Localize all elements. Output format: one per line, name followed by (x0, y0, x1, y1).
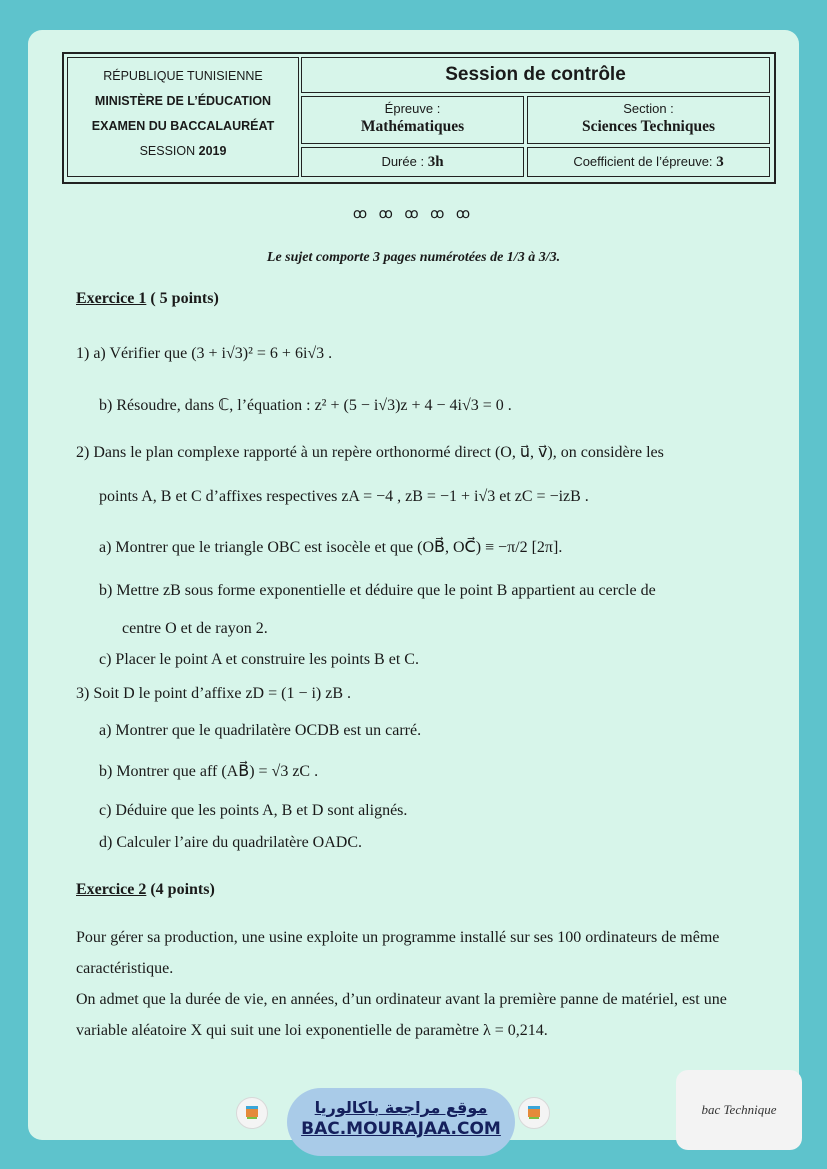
ornament-divider: ꝏ ꝏ ꝏ ꝏ ꝏ (352, 207, 475, 222)
question-2a: a) Montrer que le triangle OBC est isocèle et que (OB⃗, OC⃗) ≡ −π/2 [2π]. (99, 539, 563, 556)
header-institution (67, 57, 299, 177)
site-logo-icon (518, 1097, 550, 1129)
exercise-2-para-2: On admet que la durée de vie, en années, d’un ordinateur avant la première panne de matériel, est une variable aléatoire X qui suit une loi exponentielle de paramètre λ = 0,214. (76, 991, 727, 1039)
coefficient-label: Coefficient de l’épreuve: (573, 154, 713, 169)
exercise-2-title: Exercice 2 (76, 881, 147, 898)
exercise-2-para-1: Pour gérer sa production, une usine exploite un programme installé sur ses 100 ordinateurs de même caractéristique. (76, 929, 720, 977)
question-2b: b) Mettre zB sous forme exponentielle et déduire que le point B appartient au cercle de (99, 582, 656, 599)
exercise-2-heading (76, 881, 215, 899)
section-label: Section : (623, 101, 674, 116)
duration-value: 3h (427, 154, 444, 170)
site-logo-icon (236, 1097, 268, 1129)
section-cell (527, 96, 770, 144)
site-name-arabic[interactable]: موقع مراجعة باكالوريا (314, 1098, 488, 1117)
question-1a: 1) a) Vérifier que (3 + i√3)² = 6 + 6i√3 . (76, 345, 333, 362)
session-year: 2019 (198, 144, 227, 158)
question-1b: b) Résoudre, dans ℂ, l’équation : z² + (5 − i√3)z + 4 − 4i√3 = 0 . (99, 397, 512, 414)
ministry: MINISTÈRE DE L’ÉDUCATION (94, 94, 272, 108)
site-badge[interactable] (287, 1088, 515, 1156)
bac-technique-stamp: bac Technique (676, 1070, 802, 1150)
question-2-points: points A, B et C d’affixes respectives zA = −4 , zB = −1 + i√3 et zC = −izB . (99, 488, 589, 505)
duration-label: Durée : (381, 154, 425, 169)
question-3-intro: 3) Soit D le point d’affixe zD = (1 − i) zB . (76, 685, 352, 702)
exercise-2-points: (4 points) (150, 881, 215, 898)
question-3b: b) Montrer que aff (AB⃗) = √3 zC . (99, 763, 319, 780)
coefficient-cell (527, 147, 770, 177)
subject-intro: Le sujet comporte 3 pages numérotées de 1/3 à 3/3. (266, 250, 561, 265)
site-url[interactable]: BAC.MOURAJAA.COM (301, 1119, 501, 1139)
exam-header (62, 52, 776, 184)
epreuve-label: Épreuve : (384, 101, 441, 116)
country: RÉPUBLIQUE TUNISIENNE (103, 69, 263, 83)
question-3d: d) Calculer l’aire du quadrilatère OADC. (99, 834, 363, 851)
session-line (68, 139, 298, 164)
exercise-1-title: Exercice 1 (76, 290, 147, 307)
question-2b-cont: centre O et de rayon 2. (122, 620, 268, 637)
question-3a: a) Montrer que le quadrilatère OCDB est un carré. (99, 722, 422, 739)
question-2c: c) Placer le point A et construire les points B et C. (99, 651, 419, 668)
epreuve-value: Mathématiques (360, 118, 465, 135)
epreuve-cell (301, 96, 524, 144)
section-value: Sciences Techniques (581, 118, 716, 135)
exercise-1-points: ( 5 points) (150, 290, 219, 307)
duration-cell (301, 147, 524, 177)
coefficient-value: 3 (716, 154, 724, 170)
session-label: SESSION (139, 144, 196, 158)
exam-name: EXAMEN DU BACCALAURÉAT (91, 119, 275, 133)
exercise-1-heading (76, 290, 219, 308)
question-3c: c) Déduire que les points A, B et D sont alignés. (99, 802, 408, 819)
session-title: Session de contrôle (301, 57, 770, 93)
question-2-intro: 2) Dans le plan complexe rapporté à un repère orthonormé direct (O, u⃗, v⃗), on considère les (76, 444, 664, 461)
